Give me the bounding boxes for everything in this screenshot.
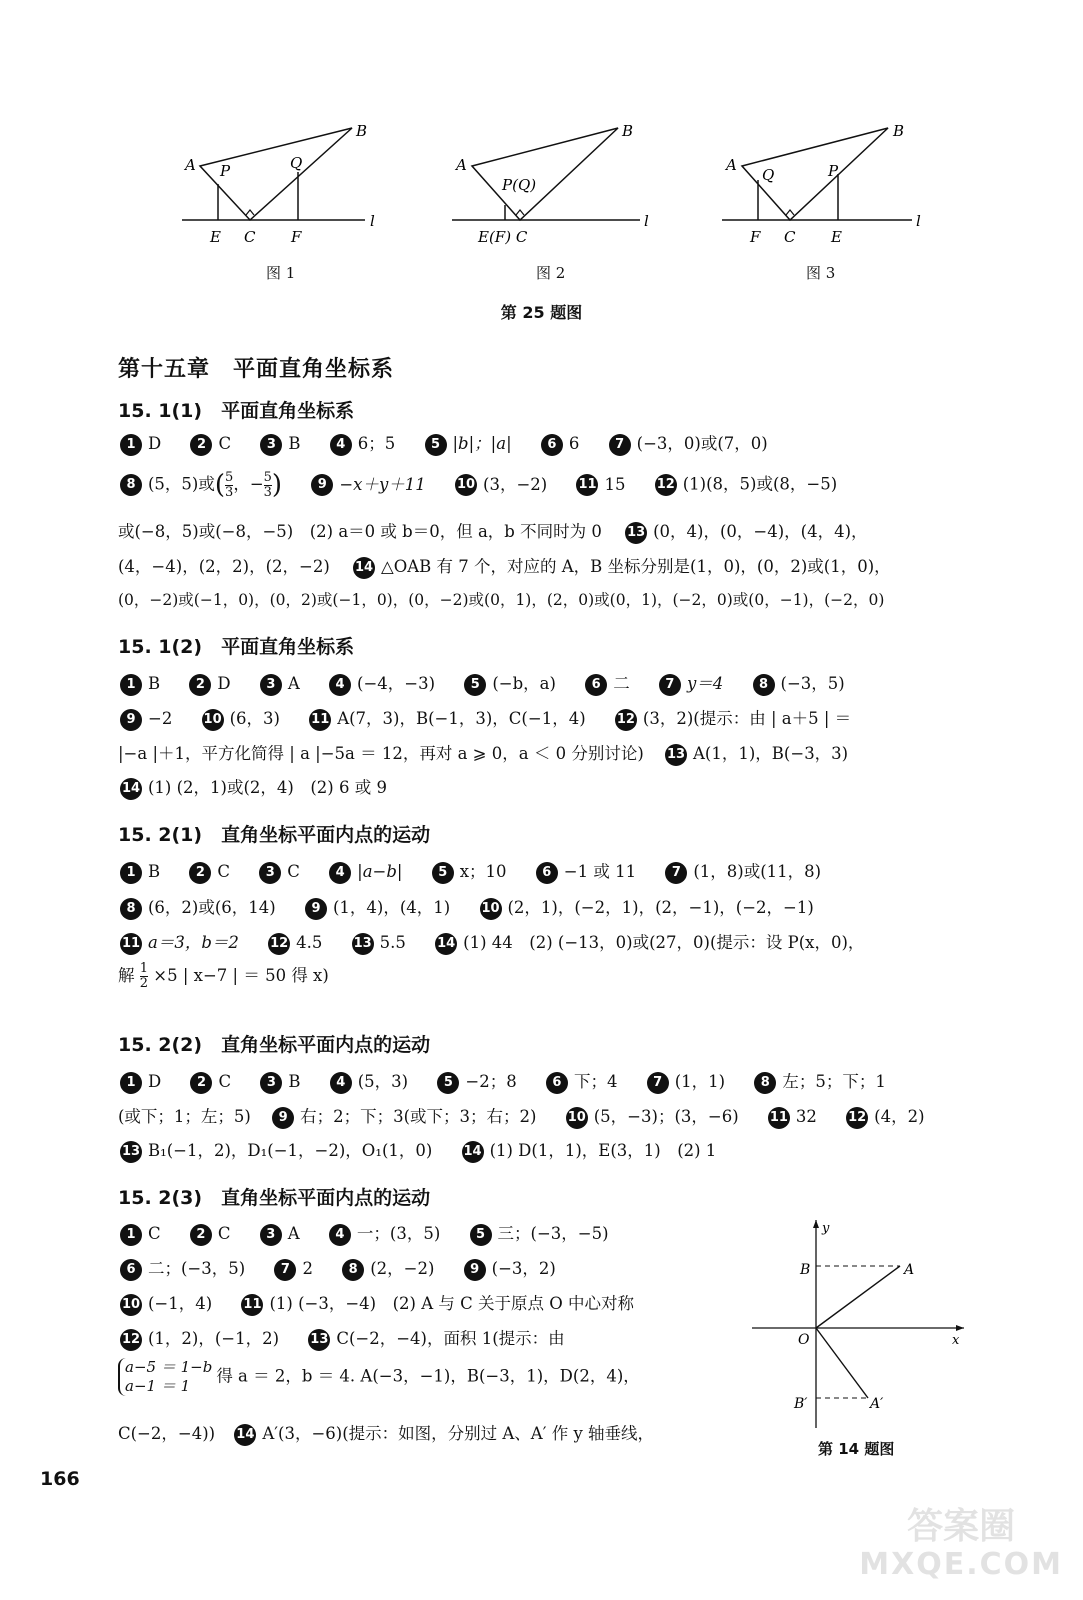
watermark-line2: MXQE.COM (859, 1547, 1063, 1582)
point-a-prime-label: A′ (870, 1396, 884, 1412)
fig3-label-c: C (784, 228, 796, 246)
question-number-icon: 5 (437, 1072, 459, 1094)
answer: (1，4)，(4，1) (333, 898, 451, 917)
answer: (−3，2) (491, 1259, 556, 1278)
question-number-icon: 12 (655, 474, 677, 496)
fig3-label-e: E (831, 228, 842, 246)
question-number-icon: 2 (189, 862, 211, 884)
question-number-icon: 4 (330, 1072, 352, 1094)
answer: 或(−8，5)或(−8，−5) (2) a＝0 或 b＝0，但 a，b 不同时为 0 (118, 522, 602, 541)
answer-line (118, 430, 768, 456)
answer: ×5 | x−7 | ＝ 50 得 x) (153, 966, 329, 985)
answer: 二 (613, 674, 630, 693)
answer-line (118, 1290, 634, 1316)
answer: 6；5 (357, 434, 396, 453)
answer: 32 (795, 1107, 817, 1126)
question-number-icon: 14 (462, 1141, 484, 1163)
watermark-line1: 答案圈 (907, 1506, 1016, 1547)
answer: (4，2) (874, 1107, 925, 1126)
answer: D (217, 674, 231, 693)
answer: 4.5 (296, 933, 323, 952)
question-number-icon: 2 (189, 674, 211, 696)
answer: C (218, 1072, 232, 1091)
figure-2 (452, 122, 649, 246)
answer: (6，3) (229, 709, 280, 728)
question-number-icon: 11 (576, 474, 598, 496)
answer: C (217, 862, 231, 881)
section-title: 15. 2(1) 直角坐标平面内点的运动 (118, 824, 431, 846)
question-number-icon: 9 (120, 709, 142, 731)
answer: (−3，5) (780, 674, 845, 693)
section-title: 15. 1(2) 平面直角坐标系 (118, 636, 355, 658)
question-number-icon: 3 (260, 1224, 282, 1246)
fig1-label-l: l (370, 212, 375, 230)
section-title: 15. 2(3) 直角坐标平面内点的运动 (118, 1187, 431, 1209)
answer: C(−2，−4)) (118, 1424, 216, 1443)
answer: |a−b| (357, 862, 403, 881)
answer: (3，−2) (483, 474, 548, 494)
answer-line (118, 740, 848, 766)
answer: A′(3，−6)(提示：如图，分别过 A、A′ 作 y 轴垂线， (262, 1424, 655, 1443)
question-number-icon: 6 (541, 434, 563, 456)
fraction: $\frac{1}{2}$ (139, 961, 149, 991)
answer: A (287, 1224, 300, 1243)
fig2-label-pq: P(Q) (502, 176, 537, 194)
question-number-icon: 6 (536, 862, 558, 884)
answer: 下；4 (573, 1072, 618, 1091)
fig2-label-l: l (644, 212, 649, 230)
question-number-icon: 3 (260, 674, 282, 696)
chapter-title: 第十五章 平面直角坐标系 (118, 357, 395, 382)
fig1-label-f: F (291, 228, 302, 246)
question-number-icon: 7 (659, 674, 681, 696)
fig2-label-efc: E(F) C (478, 228, 528, 246)
answer: D (148, 1072, 162, 1091)
fraction: $\frac{5}{3}$ (225, 469, 234, 500)
answer: 右；2；下；3(或下；3；右；2) (300, 1107, 537, 1126)
question-number-icon: 14 (120, 778, 142, 800)
fig1-label-b: B (356, 122, 368, 140)
answer-line (118, 670, 845, 696)
question-number-icon: 1 (120, 862, 142, 884)
question-number-icon: 13 (625, 522, 647, 544)
question-number-icon: 13 (308, 1329, 330, 1351)
fig3-label-p: P (828, 162, 839, 180)
answer: B (288, 1072, 301, 1091)
answer-line (118, 1358, 640, 1396)
question-number-icon: 8 (120, 898, 142, 920)
answer: (1，8)或(11，8) (693, 862, 822, 881)
question-number-icon: 12 (615, 709, 637, 731)
answer-line (118, 858, 821, 884)
answer: (2，1)，(−2，1)，(2，−1)，(−2，−1) (507, 898, 814, 917)
answer: (4，−4)，(2，2)，(2，−2) (118, 557, 330, 576)
answer: C (148, 1224, 161, 1243)
answer-line (118, 929, 864, 955)
section-title: 15. 1(1) 平面直角坐标系 (118, 400, 355, 422)
y-axis-label: y (822, 1221, 830, 1236)
answer: (5，5)或 (148, 474, 215, 494)
answer: (1) (2，1)或(2，4) (2) 6 或 9 (148, 778, 387, 797)
answer: (5，3) (357, 1072, 409, 1091)
figure-1-caption: 图 1 (266, 264, 296, 282)
question-number-icon: 4 (330, 434, 352, 456)
answer: A (287, 674, 300, 693)
problem-25-figures (160, 110, 940, 280)
question-number-icon: 3 (259, 862, 281, 884)
figures-title: 第 25 题图 (500, 303, 583, 322)
question-number-icon: 6 (585, 674, 607, 696)
question-number-icon: 14 (353, 557, 375, 579)
question-number-icon: 7 (274, 1259, 296, 1281)
x-axis-label: x (952, 1333, 960, 1348)
question-number-icon: 12 (120, 1329, 142, 1351)
question-number-icon: 1 (120, 434, 142, 456)
answer: (1，2)，(−1，2) (148, 1329, 280, 1348)
page-number: 166 (40, 1468, 80, 1490)
question-number-icon: 2 (190, 434, 212, 456)
answer: 一；(3，5) (356, 1224, 441, 1243)
answer: B₁(−1，2)，D₁(−1，−2)，O₁(1，0) (148, 1141, 433, 1160)
question-number-icon: 4 (329, 862, 351, 884)
question-number-icon: 7 (609, 434, 631, 456)
answer: △OAB 有 7 个，对应的 A，B 坐标分别是(1，0)，(0，2)或(1，0)， (381, 557, 891, 576)
figure-1 (182, 122, 375, 246)
answer: C (287, 862, 300, 881)
question-number-icon: 7 (647, 1072, 669, 1094)
answer: 2 (302, 1259, 313, 1278)
origin-label: O (798, 1332, 810, 1348)
question-number-icon: 3 (260, 1072, 282, 1094)
figure-3 (722, 122, 921, 246)
answer: −1 或 11 (563, 862, 637, 881)
answer: (5，−3)；(3，−6) (593, 1107, 739, 1126)
question-number-icon: 10 (455, 474, 477, 496)
equation-system: a−5 ＝ 1−b a−1 ＝ 1 (118, 1358, 212, 1396)
answer-line (118, 774, 387, 800)
answer: (6，2)或(6，14) (148, 898, 276, 917)
question-number-icon: 11 (120, 933, 142, 955)
answer: −2 (148, 709, 173, 728)
question-number-icon: 13 (665, 744, 687, 766)
question-number-icon: 5 (432, 862, 454, 884)
answer-line (118, 1068, 886, 1094)
answer: A(1，1)，B(−3，3) (693, 744, 849, 763)
answer-line (118, 1255, 556, 1281)
answer: 5.5 (379, 933, 406, 952)
question-number-icon: 8 (753, 674, 775, 696)
question-number-icon: 11 (309, 709, 331, 731)
answer-line: 8 (5，5)或( $\frac{5}{3}$ ，− $\frac{5}{3}$ ) 9 −x＋y＋11 10 (3，−2) 11 15 12 (1)(8，5)或(8，−5) (118, 470, 837, 500)
answer: (−3，0)或(7，0) (636, 434, 768, 453)
answer-line (118, 1103, 925, 1129)
answer: C (218, 434, 232, 453)
question-number-icon: 2 (190, 1224, 212, 1246)
answer: 得 a ＝ 2，b ＝ 4. A(−3，−1)，B(−3，1)，D(2，4)， (216, 1366, 640, 1386)
question-number-icon: 1 (120, 1072, 142, 1094)
fig1-label-p: P (220, 162, 231, 180)
answer: −2；8 (465, 1072, 517, 1091)
answer-line (118, 518, 868, 544)
answer-line (118, 553, 891, 579)
answer: 三；(−3，−5) (497, 1224, 609, 1243)
question-number-icon: 9 (311, 474, 333, 496)
answer: B (288, 434, 301, 453)
question-number-icon: 11 (241, 1294, 263, 1316)
answer: A(7，3)，B(−1，3)，C(−1，4) (337, 709, 586, 728)
answer: |b|；|a| (452, 434, 512, 453)
watermark-logo (859, 1508, 1063, 1584)
question-number-icon: 12 (846, 1107, 868, 1129)
answer: (1) (−3，−4) (2) A 与 C 关于原点 O 中心对称 (269, 1294, 634, 1313)
question-number-icon: 14 (435, 933, 457, 955)
question-number-icon: 6 (120, 1259, 142, 1281)
question-number-icon: 6 (546, 1072, 568, 1094)
answer: (1，1) (674, 1072, 726, 1091)
question-number-icon: 10 (120, 1294, 142, 1316)
question-number-icon: 5 (470, 1224, 492, 1246)
answer: (0，4)，(0，−4)，(4，4)， (653, 522, 868, 541)
figure-3-caption: 图 3 (806, 264, 836, 282)
answer: D (148, 434, 162, 453)
fig1-label-c: C (244, 228, 256, 246)
answer-line (118, 1137, 716, 1163)
point-b-prime-label: B′ (794, 1396, 808, 1412)
answer: (1) 44 (2) (−13，0)或(27，0)(提示：设 P(x，0)， (463, 933, 865, 952)
question-number-icon: 8 (754, 1072, 776, 1094)
answer: (2，−2) (370, 1259, 435, 1278)
fig3-label-q: Q (762, 166, 775, 184)
answer: y＝4 (686, 674, 724, 693)
question-number-icon: 13 (120, 1141, 142, 1163)
answer-line (118, 894, 814, 920)
point-b-label: B (800, 1262, 811, 1278)
fig1-label-a: A (185, 156, 196, 174)
answer: (或下；1；左；5) (118, 1107, 251, 1126)
question-number-icon: 12 (268, 933, 290, 955)
answer: B (148, 862, 161, 881)
question-number-icon: 5 (464, 674, 486, 696)
answer: a＝3，b＝2 (148, 933, 239, 952)
question-number-icon: 3 (260, 434, 282, 456)
answer: 15 (604, 474, 626, 494)
question-number-icon: 1 (120, 1224, 142, 1246)
point-a-label: A (904, 1262, 915, 1278)
question-number-icon: 1 (120, 674, 142, 696)
answer: 6 (568, 434, 580, 453)
section-title: 15. 2(2) 直角坐标平面内点的运动 (118, 1034, 431, 1056)
answer: (−1，4) (148, 1294, 213, 1313)
question-number-icon: 9 (464, 1259, 486, 1281)
fig3-label-f: F (750, 228, 761, 246)
fig1-label-q: Q (290, 154, 303, 172)
question-number-icon: 10 (566, 1107, 588, 1129)
answer: (1) D(1，1)，E(3，1) (2) 1 (489, 1141, 717, 1160)
question-number-icon: 8 (342, 1259, 364, 1281)
question-number-icon: 4 (329, 674, 351, 696)
answer: (3，2)(提示：由 | a＋5 | ＝ (642, 709, 852, 728)
question-number-icon: 10 (480, 898, 502, 920)
question-number-icon: 11 (768, 1107, 790, 1129)
answer: (−b，a) (492, 674, 556, 693)
coordinate-figure-caption: 第 14 题图 (818, 1440, 895, 1458)
answer: C (217, 1224, 231, 1243)
fig3-label-b: B (893, 122, 905, 140)
figure-2-caption: 图 2 (536, 264, 566, 282)
answer-line (118, 962, 329, 991)
answer: B (148, 674, 161, 693)
answer-line (118, 1420, 654, 1446)
question-number-icon: 10 (202, 709, 224, 731)
answer: C(−2，−4)，面积 1(提示：由 (336, 1329, 565, 1348)
answer-line (118, 1220, 609, 1246)
answer-line (118, 1325, 565, 1351)
question-number-icon: 7 (665, 862, 687, 884)
fig2-label-a: A (456, 156, 467, 174)
answer: 左；5；下；1 (782, 1072, 886, 1091)
question-number-icon: 13 (352, 933, 374, 955)
fig1-label-e: E (210, 228, 221, 246)
question-number-icon: 8 (120, 474, 142, 496)
coordinate-figure (752, 1218, 972, 1438)
question-number-icon: 9 (305, 898, 327, 920)
fig3-label-a: A (726, 156, 737, 174)
question-number-icon: 2 (190, 1072, 212, 1094)
question-number-icon: 5 (425, 434, 447, 456)
fig3-label-l: l (916, 212, 921, 230)
question-number-icon: 4 (329, 1224, 351, 1246)
question-number-icon: 14 (234, 1424, 256, 1446)
answer: (−4，−3) (357, 674, 436, 693)
answer: x；10 (459, 862, 507, 881)
answer: (1)(8，5)或(8，−5) (682, 474, 838, 494)
answer-line (118, 705, 851, 731)
fraction: $\frac{5}{3}$ (263, 469, 272, 500)
answer: 解 (118, 966, 135, 985)
question-number-icon: 9 (272, 1107, 294, 1129)
answer-line: (0，−2)或(−1，0)，(0，2)或(−1，0)，(0，−2)或(0，1)，(2，0)或(0，1)，(−2，0)或(0，−1)，(−2，0) (118, 591, 885, 609)
answer: −x＋y＋11 (339, 474, 426, 494)
answer: 二；(−3，5) (148, 1259, 246, 1278)
fig2-label-b: B (622, 122, 634, 140)
answer: |−a |＋1，平方化简得 | a |−5a ＝ 12，再对 a ⩾ 0，a ＜ 0 分别讨论) (118, 744, 644, 763)
